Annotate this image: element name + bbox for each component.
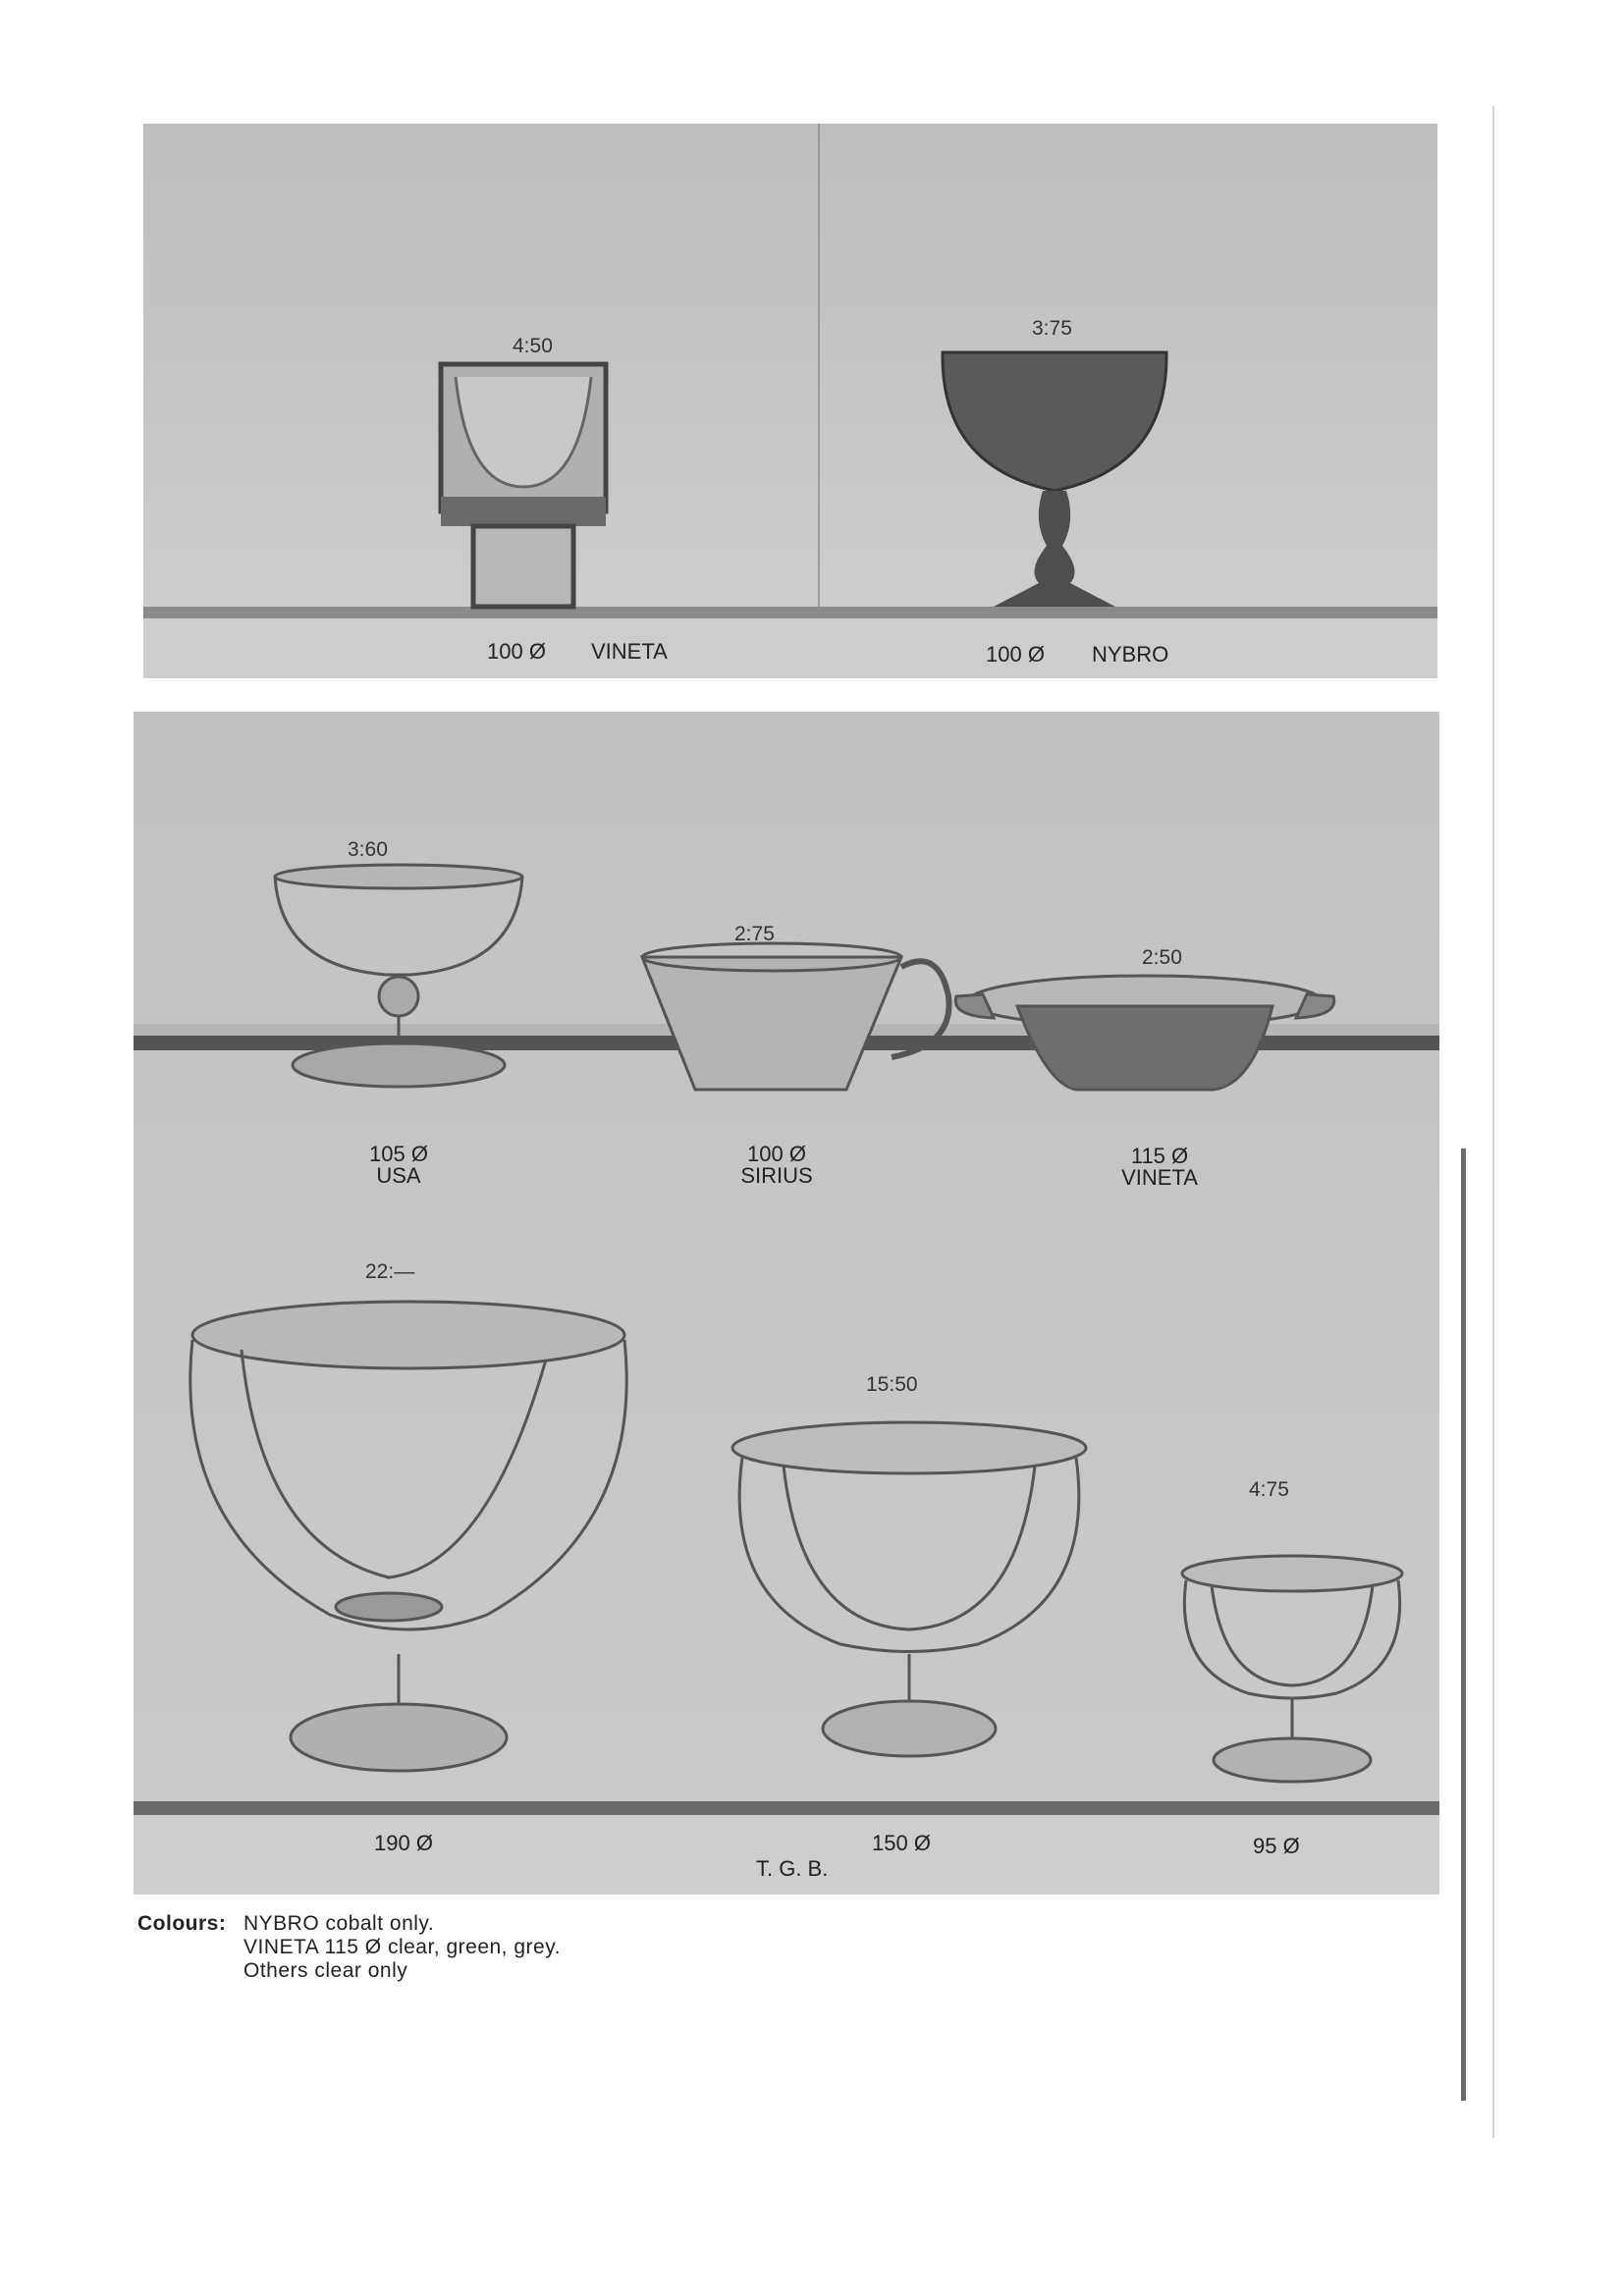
colours-line-nybro: NYBRO cobalt only. (244, 1912, 435, 1935)
photo-bottom-illustration (134, 712, 1439, 1895)
margin-rule-inner (1461, 1148, 1466, 2101)
size-vineta-bowl: 115 Ø (1130, 1144, 1189, 1168)
price-vineta-holder: 4:50 (513, 335, 553, 357)
colours-line-others: Others clear only (244, 1959, 408, 1982)
price-sirius-cup: 2:75 (734, 923, 775, 945)
size-nybro-goblet: 100 Ø (986, 642, 1045, 667)
size-usa-coupe: 105 Ø (369, 1142, 428, 1166)
price-tgb-95: 4:75 (1249, 1478, 1289, 1501)
name-vineta-bowl: VINETA (1121, 1165, 1198, 1190)
photo-panel-top (143, 124, 1437, 678)
price-tgb-190: 22:— (365, 1260, 415, 1283)
label-vineta-bowl (1101, 1146, 1218, 1189)
size-sirius-cup: 100 Ø (747, 1142, 806, 1166)
colours-lines (244, 1912, 561, 1983)
size-vineta-holder: 100 Ø (487, 639, 546, 664)
margin-rule-outer (1492, 106, 1494, 2138)
price-usa-coupe: 3:60 (348, 838, 388, 861)
size-tgb-95: 95 Ø (1253, 1834, 1300, 1858)
photo-top-illustration (143, 124, 1437, 678)
price-tgb-150: 15:50 (866, 1373, 918, 1396)
colours-line-vineta: VINETA 115 Ø clear, green, grey. (244, 1936, 561, 1958)
label-usa-coupe (350, 1144, 448, 1187)
name-usa-coupe: USA (376, 1163, 421, 1188)
photo-panel-bottom (134, 712, 1439, 1895)
price-vineta-bowl: 2:50 (1142, 946, 1182, 969)
price-nybro-goblet: 3:75 (1032, 317, 1072, 340)
size-tgb-190: 190 Ø (374, 1831, 433, 1855)
colours-heading: Colours: (137, 1912, 227, 1935)
name-vineta-holder: VINETA (591, 639, 668, 664)
size-tgb-150: 150 Ø (872, 1831, 931, 1855)
name-sirius-cup: SIRIUS (740, 1163, 813, 1188)
name-tgb: T. G. B. (756, 1856, 829, 1881)
label-sirius-cup (723, 1144, 831, 1187)
name-nybro-goblet: NYBRO (1092, 642, 1169, 667)
